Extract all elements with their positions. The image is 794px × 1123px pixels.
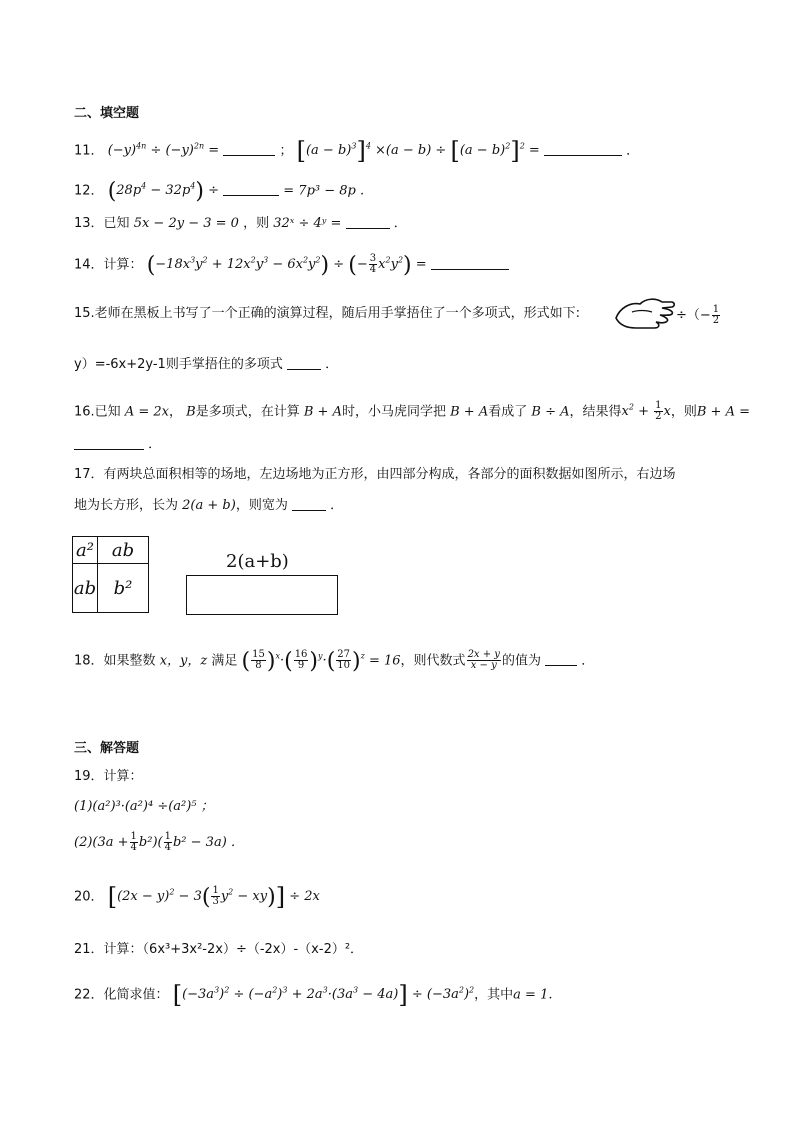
grid-cell-a2: a²: [73, 537, 98, 564]
question-12: 12． $(28p^4 - 32p^4)$ ÷ = 7p³ − 8p .: [74, 179, 365, 205]
question-14: 14．计算： $(-18x^3y^2 + 12x^2y^3 - 6x^2y^2)$ ÷ (− $\frac{3}{4}$ $x^2y^2$) =: [74, 252, 509, 275]
answer-blank-11b[interactable]: [544, 143, 622, 156]
question-15-tail: ÷（− $\frac{1}{2}$: [676, 304, 720, 326]
question-21: 21．计算：（6x³+3x²-2x）÷（-2x）-（x-2）²．: [74, 942, 364, 957]
answer-blank-11a[interactable]: [223, 143, 275, 156]
answer-blank-16[interactable]: [74, 437, 144, 450]
question-16-line2: ．: [74, 436, 161, 454]
rectangle-length-label: 2(a+b): [226, 551, 289, 572]
grid-cell-ab-left: ab: [73, 564, 98, 613]
section-heading-fill-in: 二、填空题: [74, 106, 140, 121]
answer-blank-15[interactable]: [287, 357, 321, 370]
answer-blank-17[interactable]: [292, 498, 326, 511]
question-15-line1: 15.老师在黑板上书写了一个正确的演算过程，随后用手掌捂住了一个多项式，形式如下:: [74, 306, 581, 321]
question-17-line1: 17．有两块总面积相等的场地，左边场地为正方形，由四部分构成，各部分的面积数据如图所示，右边场: [74, 467, 676, 482]
answer-blank-18[interactable]: [545, 653, 577, 666]
question-22: 22．化简求值： $[(-3a^3)^2 \div (-a^2)^3 + 2a^3\cdot(3a^3 - 4a)] \div (-3a^2)^2$，其中a = 1.: [74, 981, 553, 1010]
question-20: 20． [$(2x - y)^2 - 3$( $\frac{1}{3}$ $y^2 - xy)] \div 2x$: [74, 883, 320, 912]
answer-blank-13[interactable]: [346, 216, 390, 229]
question-11: 11． $(-y)^{4n} \div (-y)^{2n}$ = ； $[(a - b)^3]^4 \times(a - b) \div [(a - b)^2]^2$ = ．: [74, 137, 640, 166]
question-18: 18．如果整数 x，y，z 满足 ( $\frac{15}{8}$ )$^x$·( $\frac{16}{9}$ )$^y$·( $\frac{27}{10}$ )$^z$ = 16，则代数式 $\frac{2x + y}{x - y}$ 的值为 ．: [74, 649, 595, 675]
question-16-line1: 16.已知 A = 2x， B是多项式，在计算 B + A时，小马虎同学把 B + A看成了 B ÷ A，结果得$x^2$ + $\frac{1}{2}$ x，则B + A =: [74, 400, 750, 423]
question-19-part1: (1)(a²)³·(a²)⁴ ÷(a²)⁵ ；: [74, 799, 214, 814]
grid-cell-b2: b²: [98, 564, 149, 613]
rectangle-diagram: [186, 575, 338, 615]
question-19-title: 19．计算：: [74, 769, 143, 784]
grid-cell-ab-top: ab: [98, 537, 149, 564]
question-19-part2: (2)(3a + $\frac{1}{4}$ b²)( $\frac{1}{4}$ b² − 3a) ．: [74, 831, 244, 853]
question-15-line2: y）=-6x+2y-1则手掌捂住的多项式 ．: [74, 357, 339, 372]
question-13: 13．已知 5x − 2y − 3 = 0 ，则 32ˣ ÷ 4ʸ = ．: [74, 216, 407, 231]
square-area-diagram: [72, 536, 149, 613]
section-heading-answer: 三、解答题: [74, 741, 140, 756]
hand-icon: [612, 294, 676, 336]
question-17-line2: 地为长方形，长为 2(a + b)，则宽为 ．: [74, 498, 344, 513]
answer-blank-14[interactable]: [431, 257, 509, 270]
answer-blank-12[interactable]: [223, 183, 279, 196]
